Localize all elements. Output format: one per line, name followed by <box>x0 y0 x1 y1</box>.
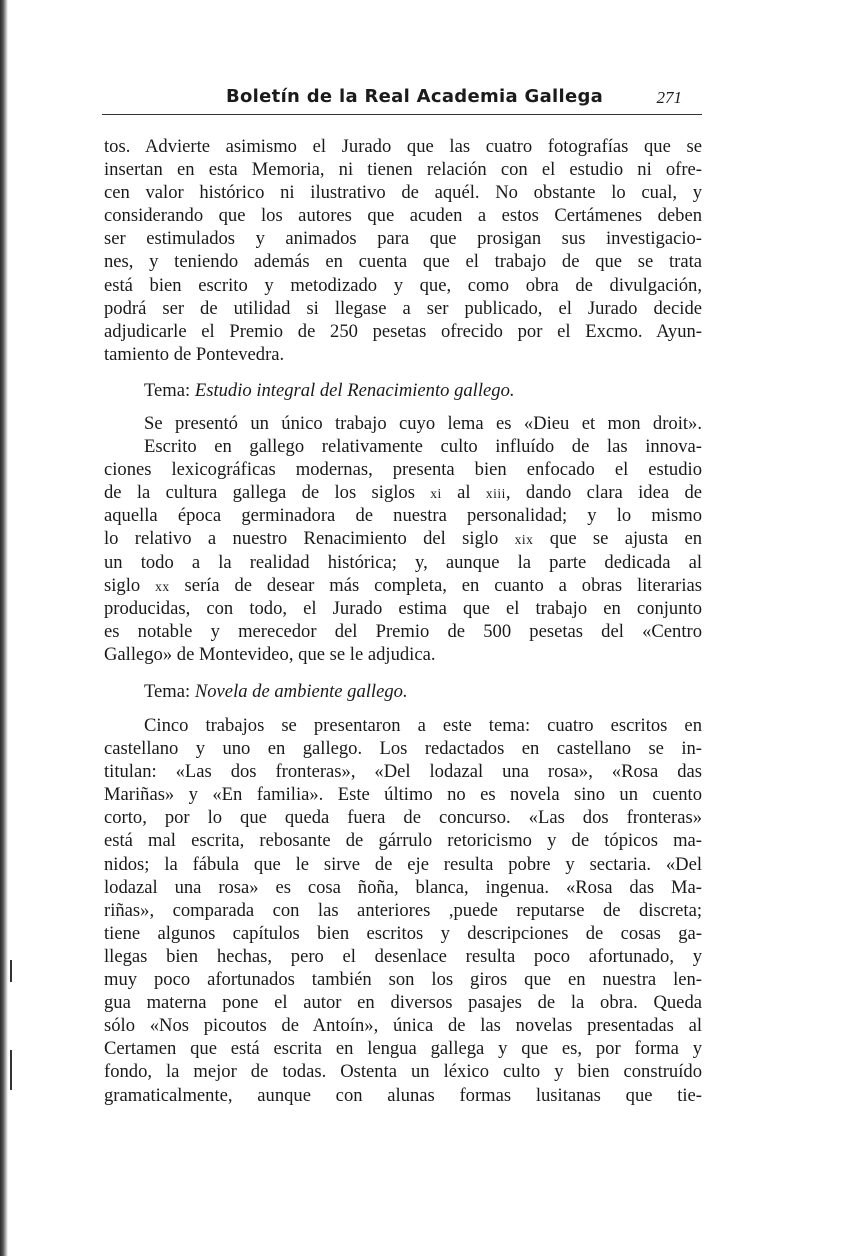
text-line: ser estimulados y animados para que prosigan sus investigacio- <box>104 228 702 250</box>
tema-heading <box>144 681 408 703</box>
text-line: Certamen que está escrita en lengua gallega y que es, por forma y <box>104 1038 702 1060</box>
text-line: lodazal una rosa» es cosa ñoña, blanca, ingenua. «Rosa das Ma- <box>104 876 702 898</box>
paragraph-novela <box>104 714 702 1107</box>
text-line <box>104 481 702 504</box>
text-line: nes, y teniendo además en cuenta que el trabajo de que se trata <box>104 251 702 273</box>
paragraph-renacimiento <box>104 412 702 666</box>
text-fragment: , dando clara idea de <box>505 482 702 504</box>
text-fragment: al <box>457 482 471 504</box>
roman-numeral: xx <box>155 578 170 594</box>
tema-heading <box>144 380 515 402</box>
margin-mark <box>10 960 12 982</box>
roman-numeral: xiii <box>485 486 506 502</box>
text-line: cen valor histórico ni ilustrativo de aquél. No obstante lo cual, y <box>104 182 702 204</box>
text-fragment: de la cultura gallega de los siglos <box>104 482 415 504</box>
tema-title: Estudio integral del Renacimiento gallego. <box>194 380 515 401</box>
roman-numeral: xi <box>430 486 442 502</box>
header-rule <box>102 114 702 115</box>
text-line: riñas», comparada con las anteriores ,puede reputarse de discreta; <box>104 899 702 921</box>
text-fragment: que se ajusta en <box>549 528 702 550</box>
tema-label: Tema: <box>144 681 191 702</box>
text-line: es notable y merecedor del Premio de 500 pesetas del «Centro <box>104 620 702 642</box>
text-line: nidos; la fábula que le sirve de eje resulta pobre y sectaria. «Del <box>104 853 702 875</box>
text-line: gua materna pone el autor en diversos pasajes de la obra. Queda <box>104 992 702 1014</box>
text-line: fondo, la mejor de todas. Ostenta un léxico culto y bien construído <box>104 1061 702 1083</box>
text-line: gramaticalmente, aunque con alunas formas lusitanas que tie- <box>104 1084 702 1106</box>
text-line: aquella época germinadora de nuestra personalidad; y lo mismo <box>104 505 702 527</box>
text-fragment: lo relativo a nuestro Renacimiento del siglo <box>104 528 499 550</box>
text-line: adjudicarle el Premio de 250 pesetas ofrecido por el Excmo. Ayun- <box>104 320 702 342</box>
text-line: un todo a la realidad histórica; y, aunque la parte dedicada al <box>104 551 702 573</box>
text-line: castellano y uno en gallego. Los redactados en castellano se in- <box>104 738 702 760</box>
text-line: corto, por lo que queda fuera de concurso. «Las dos fronteras» <box>104 807 702 829</box>
text-line: tamiento de Pontevedra. <box>104 343 285 365</box>
tema-label: Tema: <box>144 380 191 401</box>
paragraph-continuation <box>104 135 702 366</box>
page-binding-edge <box>0 0 8 1256</box>
text-fragment: siglo <box>104 574 141 596</box>
text-fragment: sería de desear más completa, en cuanto a obras literarias <box>184 574 702 596</box>
text-line <box>104 574 702 597</box>
text-line <box>104 527 702 550</box>
text-line: tiene algunos capítulos bien escritos y descripciones de cosas ga- <box>104 922 702 944</box>
text-line: producidas, con todo, el Jurado estima que el trabajo en conjunto <box>104 597 702 619</box>
header-title: Boletín de la Real Academia Gallega <box>226 86 604 107</box>
tema-title: Novela de ambiente gallego. <box>194 681 408 702</box>
text-line: Cinco trabajos se presentaron a este tema: cuatro escritos en <box>144 715 702 736</box>
text-line: considerando que los autores que acuden a estos Certámenes deben <box>104 205 702 227</box>
text-line: muy poco afortunados también son los giros que en nuestra len- <box>104 969 702 991</box>
text-line: está mal escrita, rebosante de gárrulo retoricismo y de tópicos ma- <box>104 830 702 852</box>
text-line: titulan: «Las dos fronteras», «Del lodazal una rosa», «Rosa das <box>104 761 702 783</box>
text-line: está bien escrito y metodizado y que, como obra de divulgación, <box>104 274 702 296</box>
text-line: Se presentó un único trabajo cuyo lema es «Dieu et mon droit». <box>144 413 702 434</box>
margin-mark <box>10 1050 12 1090</box>
page-number: 271 <box>656 88 682 107</box>
text-line: tos. Advierte asimismo el Jurado que las cuatro fotografías que se <box>104 136 702 157</box>
text-line: Mariñas» y «En familia». Este último no es novela sino un cuento <box>104 784 702 806</box>
text-line: llegas bien hechas, pero el desenlace resulta poco afortunado, y <box>104 945 702 967</box>
text-line: Gallego» de Montevideo, que se le adjudica. <box>104 643 436 665</box>
text-line: insertan en esta Memoria, ni tienen relación con el estudio ni ofre- <box>104 159 702 181</box>
text-line: podrá ser de utilidad si llegase a ser publicado, el Jurado decide <box>104 297 702 319</box>
roman-numeral: xix <box>514 532 534 548</box>
running-header <box>102 86 702 116</box>
text-line: sólo «Nos picoutos de Antoín», única de las novelas presentadas al <box>104 1015 702 1037</box>
text-line: Escrito en gallego relativamente culto influído de las innova- <box>144 436 702 458</box>
text-line: ciones lexicográficas modernas, presenta bien enfocado el estudio <box>104 459 702 481</box>
